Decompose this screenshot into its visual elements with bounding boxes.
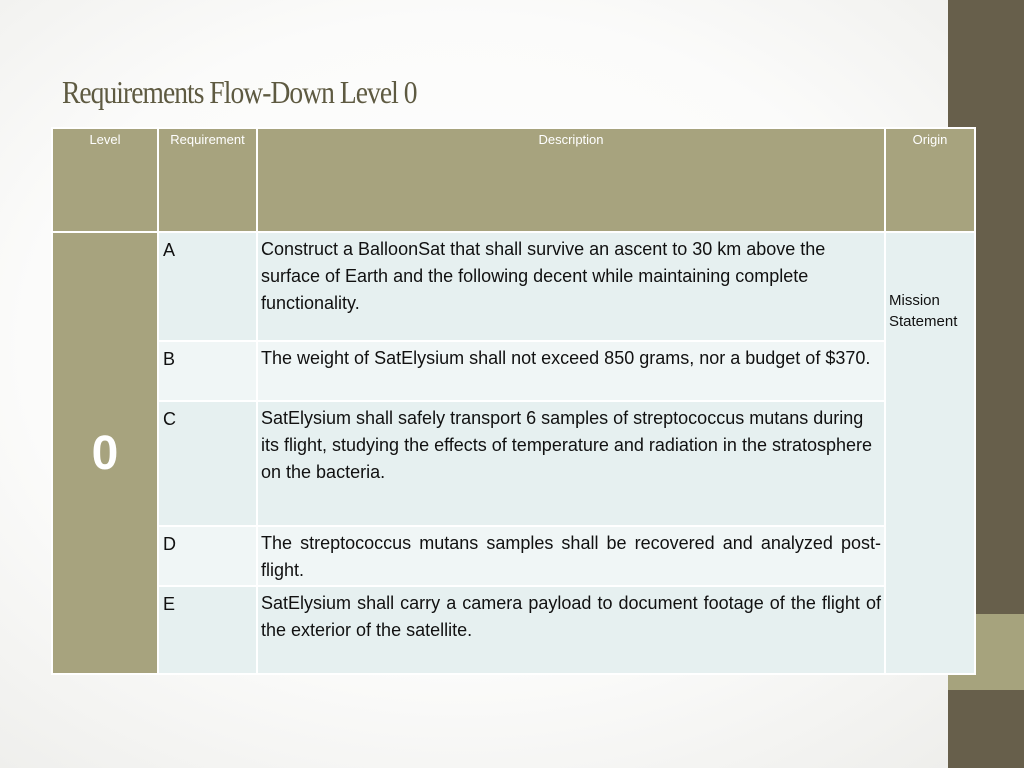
header-origin: Origin xyxy=(885,128,975,232)
requirement-description: SatElysium shall carry a camera payload to document footage of the flight of the exterior of the satellite. xyxy=(257,586,885,674)
requirements-table xyxy=(51,127,976,675)
table-row xyxy=(52,232,975,341)
origin-text: Mission Statement xyxy=(889,292,958,330)
requirement-id: E xyxy=(158,586,257,674)
table-header-row xyxy=(52,128,975,232)
table-row xyxy=(52,401,975,526)
requirement-id: D xyxy=(158,526,257,586)
header-level: Level xyxy=(52,128,158,232)
table-row xyxy=(52,526,975,586)
level-cell: 0 xyxy=(52,232,158,674)
requirement-id: C xyxy=(158,401,257,526)
requirement-id: A xyxy=(158,232,257,341)
header-requirement: Requirement xyxy=(158,128,257,232)
header-description: Description xyxy=(257,128,885,232)
table-row xyxy=(52,341,975,401)
slide-title: Requirements Flow-Down Level 0 xyxy=(62,74,417,110)
table-row xyxy=(52,586,975,674)
requirement-description: SatElysium shall safely transport 6 samples of streptococcus mutans during its flight, studying the effects of temperature and radiation in the stratosphere on the bacteria. xyxy=(257,401,885,526)
requirement-description: The weight of SatElysium shall not exceed 850 grams, nor a budget of $370. xyxy=(257,341,885,401)
requirement-description: Construct a BalloonSat that shall survive an ascent to 30 km above the surface of Earth and the following decent while maintaining complete functionality. xyxy=(257,232,885,341)
requirement-id: B xyxy=(158,341,257,401)
requirement-description: The streptococcus mutans samples shall be recovered and analyzed post-flight. xyxy=(257,526,885,586)
